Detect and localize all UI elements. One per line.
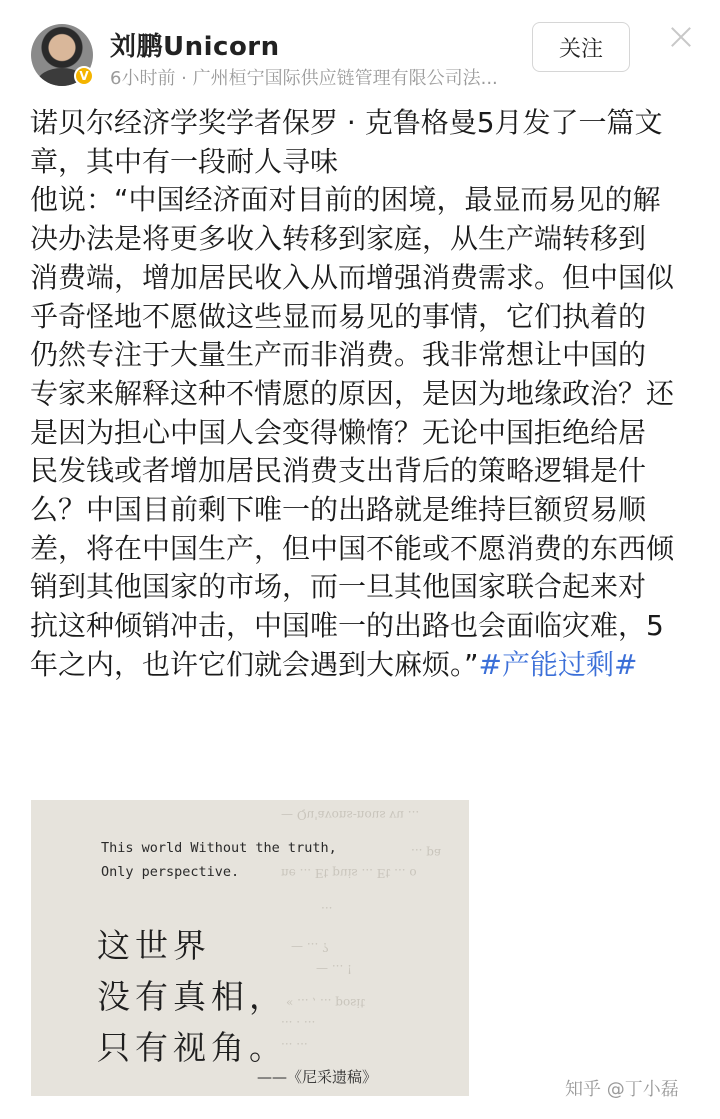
post-line: 他说：“中国经济面对目前的困境，最显而易见的解 — [30, 183, 661, 217]
quote-english-line: This world Without the truth, — [101, 840, 337, 856]
bleed-through-text: ... . ... — [281, 1018, 316, 1032]
post-line: 抗这种倾销冲击，中国唯一的出路也会面临灾难，5 — [30, 609, 664, 643]
post-line: 章，其中有一段耐人寻味 — [30, 144, 339, 178]
bleed-through-text: ... — [321, 904, 333, 918]
hashtag-link[interactable]: #产能过剩# — [478, 647, 638, 681]
quote-chinese-line: 没有真相， — [97, 977, 287, 1016]
quote-chinese-line: 这世界 — [97, 926, 211, 965]
quote-chinese — [97, 920, 287, 1073]
post-body — [30, 104, 694, 685]
author-name[interactable]: 刘鹏Unicorn — [110, 32, 280, 62]
post-line: 销到其他国家的市场，而一旦其他国家联合起来对 — [30, 570, 647, 604]
close-icon[interactable] — [668, 24, 694, 50]
post-line: 诺贝尔经济学奖学者保罗 · 克鲁格曼5月发了一篇文 — [30, 106, 663, 139]
post-line: 仍然专注于大量生产而非消费。我非常想让中国的 — [30, 338, 647, 372]
post-line: 民发钱或者增加居民消费支出背后的策略逻辑是什 — [30, 454, 647, 488]
bleed-through-text: — ... ! — [316, 962, 352, 976]
post-line: 是因为担心中国人会变得懒惰？无论中国拒绝给居 — [30, 415, 647, 449]
post-line: 年之内，也许它们就会遇到大麻烦。” — [30, 647, 479, 681]
post-line: 么？中国目前剩下唯一的出路就是维持巨额贸易顺 — [30, 493, 647, 527]
post-line: 差，将在中国生产，但中国不能或不愿消费的东西倾 — [30, 531, 675, 565]
bleed-through-text: ne ... Et puis ... Et ... o — [281, 866, 417, 880]
post-line: 专家来解释这种不情愿的原因，是因为地缘政治？还 — [30, 376, 675, 410]
post-line: 乎奇怪地不愿做这些显而易见的事情，它们执着的 — [30, 299, 647, 333]
quote-source: ——《尼采遗稿》 — [257, 1068, 378, 1086]
bleed-through-text: « ... , ... posit — [286, 996, 366, 1010]
zhihu-watermark: 知乎 @丁小磊 — [565, 1079, 679, 1100]
follow-button[interactable]: 关注 — [532, 22, 630, 72]
post-header — [0, 0, 720, 100]
bleed-through-text: ... ... — [281, 1040, 308, 1054]
post-image[interactable] — [31, 800, 469, 1096]
quote-english-line: Only perspective. — [101, 864, 240, 880]
verified-badge-icon: V — [74, 66, 94, 86]
quote-chinese-line: 只有视角。 — [97, 1028, 287, 1067]
post-line: 消费端，增加居民收入从而增强消费需求。但中国似 — [30, 260, 675, 294]
bleed-through-text: — ... ? — [291, 940, 329, 954]
post-meta: 6小时前 · 广州桓宁国际供应链管理有限公司法... — [110, 68, 498, 89]
bleed-through-text: ... pa — [411, 846, 442, 860]
post-line-last — [30, 646, 694, 685]
quote-english — [101, 836, 337, 884]
post-line: 决办法是将更多收入转移到家庭，从生产端转移到 — [30, 222, 647, 256]
bleed-through-text: — Qu'avons-nous vu ... — [281, 808, 420, 822]
